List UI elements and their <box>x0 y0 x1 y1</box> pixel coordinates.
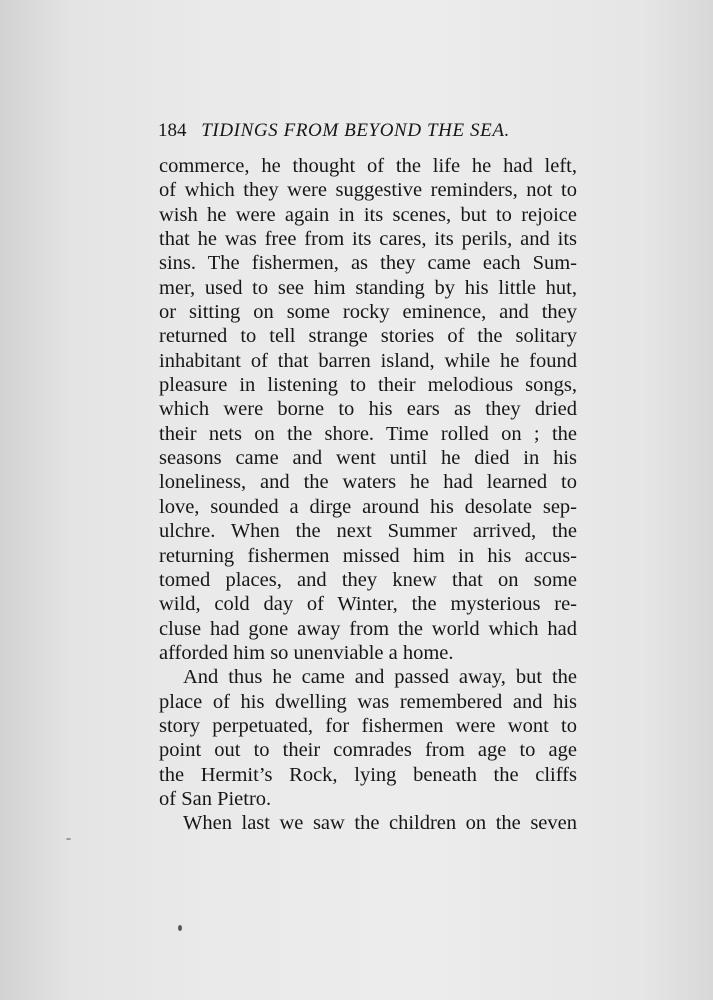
paragraph-end-line: of San Pietro. <box>159 787 272 810</box>
text-line: mer, used to see him standing by his little hut, <box>159 276 577 299</box>
text-line: which were borne to his ears as they dried <box>159 398 577 421</box>
paper-speck <box>178 925 182 931</box>
text-line: wish he were again in its scenes, but to rejoice <box>159 203 577 226</box>
text-line: place of his dwelling was remembered and his <box>159 690 577 713</box>
paragraph-end-line: afforded him so unenviable a home. <box>159 641 454 664</box>
text-line: of which they were suggestive reminders, not to <box>159 179 577 202</box>
text-line: loneliness, and the waters he had learned to <box>159 471 577 494</box>
text-line: inhabitant of that barren island, while he found <box>159 349 577 372</box>
text-line: returning fishermen missed him in his accus- <box>159 544 577 567</box>
page-header <box>158 118 578 144</box>
text-line: that he was free from its cares, its perils, and its <box>159 228 577 251</box>
text-line: love, sounded a dirge around his desolate sep- <box>159 495 577 518</box>
text-line: or sitting on some rocky eminence, and they <box>159 301 577 324</box>
running-title: TIDINGS FROM BEYOND THE SEA. <box>201 120 510 141</box>
text-line: returned to tell strange stories of the solitary <box>159 325 577 348</box>
text-line: cluse had gone away from the world which had <box>159 617 577 640</box>
text-line: commerce, he thought of the life he had left, <box>159 155 577 177</box>
text-line: seasons came and went until he died in his <box>159 447 577 470</box>
text-line: story perpetuated, for fishermen were wont to <box>159 714 577 737</box>
body-text <box>159 154 577 836</box>
paper-speck <box>66 838 71 840</box>
text-line: ulchre. When the next Summer arrived, the <box>159 520 577 543</box>
text-line: the Hermit’s Rock, lying beneath the cliffs <box>159 763 577 786</box>
paragraph-start-line: When last we saw the children on the seven <box>183 812 577 835</box>
text-line: sins. The fishermen, as they came each Sum- <box>159 252 577 275</box>
text-line: pleasure in listening to their melodious songs, <box>159 374 577 397</box>
text-line: their nets on the shore. Time rolled on ; the <box>159 422 577 445</box>
text-line: point out to their comrades from age to age <box>159 739 577 762</box>
page-number: 184 <box>158 120 187 141</box>
text-line: wild, cold day of Winter, the mysterious re- <box>159 593 577 616</box>
text-line: tomed places, and they knew that on some <box>159 568 577 591</box>
paragraph-start-line: And thus he came and passed away, but the <box>183 666 577 689</box>
